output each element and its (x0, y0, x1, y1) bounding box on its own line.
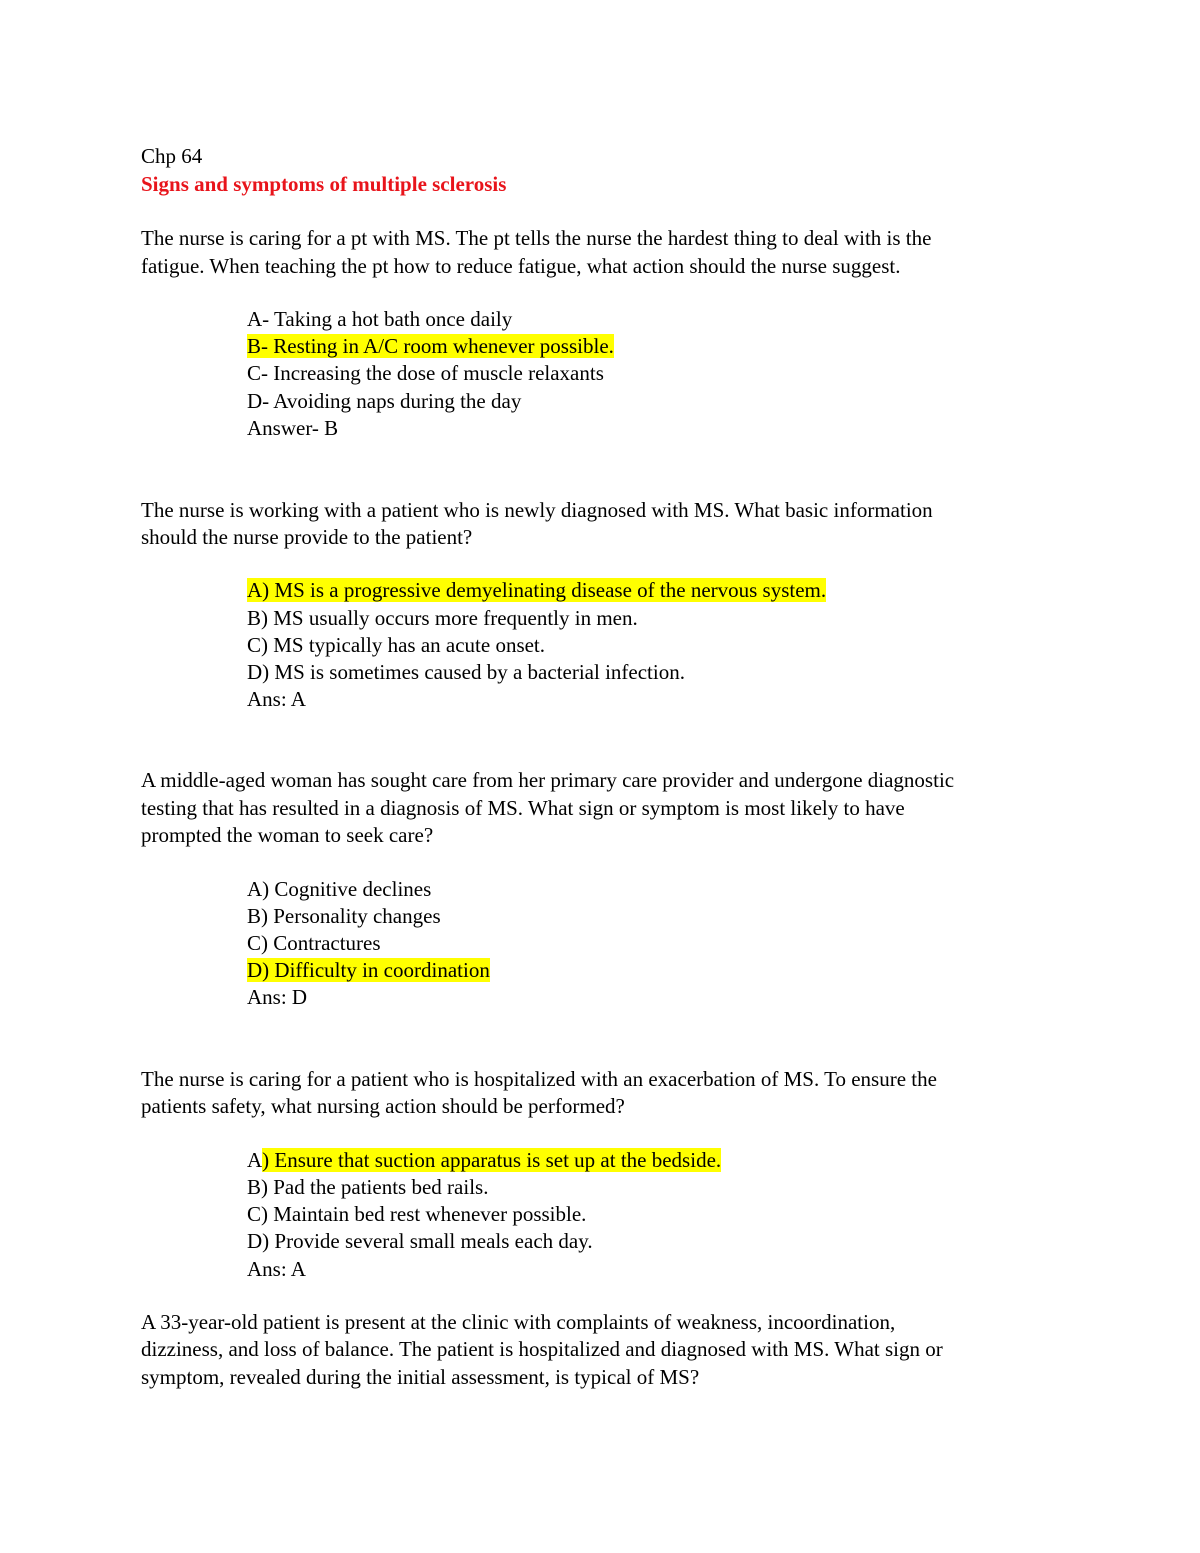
q1-option-b-wrap (247, 333, 614, 360)
q3-stem-line-2: testing that has resulted in a diagnosis of MS. What sign or symptom is most likely to have (141, 796, 905, 820)
q4-option-a (247, 1147, 721, 1174)
q1-option-a: A- Taking a hot bath once daily (247, 307, 513, 331)
q3-stem-line-3: prompted the woman to seek care? (141, 823, 434, 847)
q2-option-b: B) MS usually occurs more frequently in men. (247, 606, 638, 630)
q4-answer: Ans: A (247, 1257, 306, 1281)
q4-stem-line-1: The nurse is caring for a patient who is hospitalized with an exacerbation of MS. To ensure the (141, 1067, 937, 1091)
q1-option-c: C- Increasing the dose of muscle relaxants (247, 361, 604, 385)
section-heading: Signs and symptoms of multiple sclerosis (141, 172, 507, 196)
q1-option-b: B- Resting in A/C room whenever possible. (247, 334, 614, 358)
q2-option-a-wrap (247, 577, 826, 604)
q2-option-d: D) MS is sometimes caused by a bacterial infection. (247, 660, 685, 684)
q4-option-a-prefix: A (247, 1148, 263, 1172)
q3-option-a: A) Cognitive declines (247, 877, 432, 901)
q5-stem-line-2: dizziness, and loss of balance. The patient is hospitalized and diagnosed with MS. What sign or (141, 1337, 943, 1361)
q4-option-b: B) Pad the patients bed rails. (247, 1175, 489, 1199)
q2-stem-line-2: should the nurse provide to the patient? (141, 525, 473, 549)
q2-option-c: C) MS typically has an acute onset. (247, 633, 546, 657)
q5-stem-line-3: symptom, revealed during the initial assessment, is typical of MS? (141, 1365, 700, 1389)
q3-option-d-wrap (247, 957, 490, 984)
q1-option-d: D- Avoiding naps during the day (247, 389, 522, 413)
q4-option-a-highlight: ) Ensure that suction apparatus is set up at the bedside. (262, 1148, 722, 1172)
chapter-label: Chp 64 (141, 144, 203, 168)
q3-option-d: D) Difficulty in coordination (247, 958, 490, 982)
q1-stem-line-1: The nurse is caring for a pt with MS. The pt tells the nurse the hardest thing to deal with is the (141, 226, 932, 250)
q3-stem-line-1: A middle-aged woman has sought care from her primary care provider and undergone diagnostic (141, 768, 955, 792)
q3-option-c: C) Contractures (247, 931, 381, 955)
q2-answer: Ans: A (247, 687, 306, 711)
q3-answer: Ans: D (247, 985, 308, 1009)
q3-option-b: B) Personality changes (247, 904, 441, 928)
q4-stem-line-2: patients safety, what nursing action should be performed? (141, 1094, 625, 1118)
q2-option-a: A) MS is a progressive demyelinating disease of the nervous system. (247, 578, 827, 602)
q4-option-d: D) Provide several small meals each day. (247, 1229, 593, 1253)
q1-stem-line-2: fatigue. When teaching the pt how to reduce fatigue, what action should the nurse suggest. (141, 254, 901, 278)
q2-stem-line-1: The nurse is working with a patient who is newly diagnosed with MS. What basic information (141, 498, 933, 522)
q5-stem-line-1: A 33-year-old patient is present at the clinic with complaints of weakness, incoordination, (141, 1310, 896, 1334)
q4-option-c: C) Maintain bed rest whenever possible. (247, 1202, 587, 1226)
q1-answer: Answer- B (247, 416, 339, 440)
